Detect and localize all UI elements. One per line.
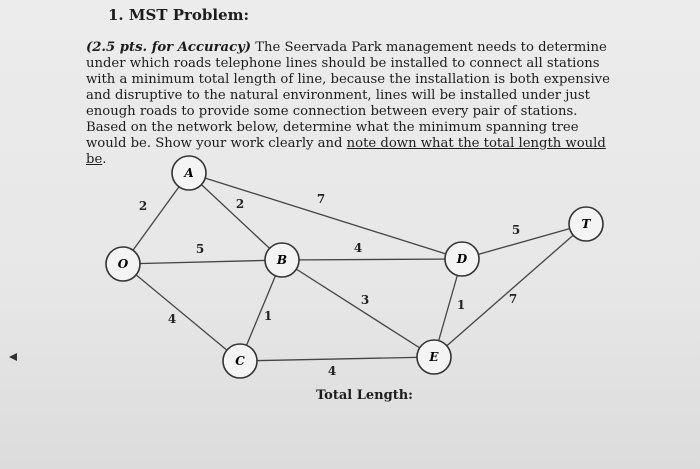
- problem-body: The Seervada Park management needs to determine under which roads telephone lines should be installed to connect all stations with a minimum total length of line, because the installation is both expensive and disruptive to the natural environment, lines will be installed under just enough roads to provide some connection between every pair of stations. Based on the network below, determine what the minimum spanning tree would be. Show your work clearly and: [86, 40, 610, 151]
- node-c: [223, 344, 257, 378]
- edge-weight-d-e: 1: [456, 298, 466, 312]
- edge-weight-o-b: 5: [195, 242, 205, 256]
- node-label: C: [235, 354, 245, 368]
- node-label: D: [456, 252, 468, 266]
- edges-layer: [123, 173, 586, 361]
- node-t: [569, 207, 603, 241]
- nodes-layer: [106, 156, 603, 378]
- node-label: E: [429, 350, 439, 364]
- edge-b-d: [282, 259, 462, 260]
- edge-weight-o-a: 2: [138, 199, 148, 213]
- total-length-label: Total Length:: [316, 388, 413, 403]
- node-label: T: [581, 217, 591, 231]
- edge-a-d: [189, 173, 462, 259]
- node-d: [445, 242, 479, 276]
- points-label: (2.5 pts. for Accuracy): [86, 40, 252, 55]
- edge-weight-b-d: 4: [353, 241, 363, 255]
- node-b: [265, 243, 299, 277]
- edge-weight-b-c: 1: [263, 309, 273, 323]
- edge-weight-d-t: 5: [511, 223, 521, 237]
- question-heading: 1. MST Problem:: [108, 6, 250, 24]
- edge-weight-b-e: 3: [360, 293, 370, 307]
- edge-weight-o-c: 4: [167, 312, 177, 326]
- edge-b-e: [282, 260, 434, 357]
- weights-layer: [139, 192, 520, 378]
- node-label: A: [184, 166, 194, 180]
- node-label: O: [117, 257, 129, 271]
- total-length-instruction: note down what the total length would be: [86, 136, 606, 167]
- node-a: [172, 156, 206, 190]
- mouse-cursor-icon: [8, 350, 20, 364]
- end-period: .: [102, 152, 107, 167]
- edge-o-c: [123, 264, 240, 361]
- edge-weight-a-b: 2: [235, 197, 245, 211]
- edge-o-b: [123, 260, 282, 264]
- node-o: [106, 247, 140, 281]
- edge-weight-e-t: 7: [508, 292, 518, 306]
- edge-weight-a-d: 7: [316, 192, 326, 206]
- node-e: [417, 340, 451, 374]
- edge-d-t: [462, 224, 586, 259]
- edge-c-e: [240, 357, 434, 361]
- node-label: B: [276, 253, 288, 267]
- edge-weight-c-e: 4: [327, 364, 337, 378]
